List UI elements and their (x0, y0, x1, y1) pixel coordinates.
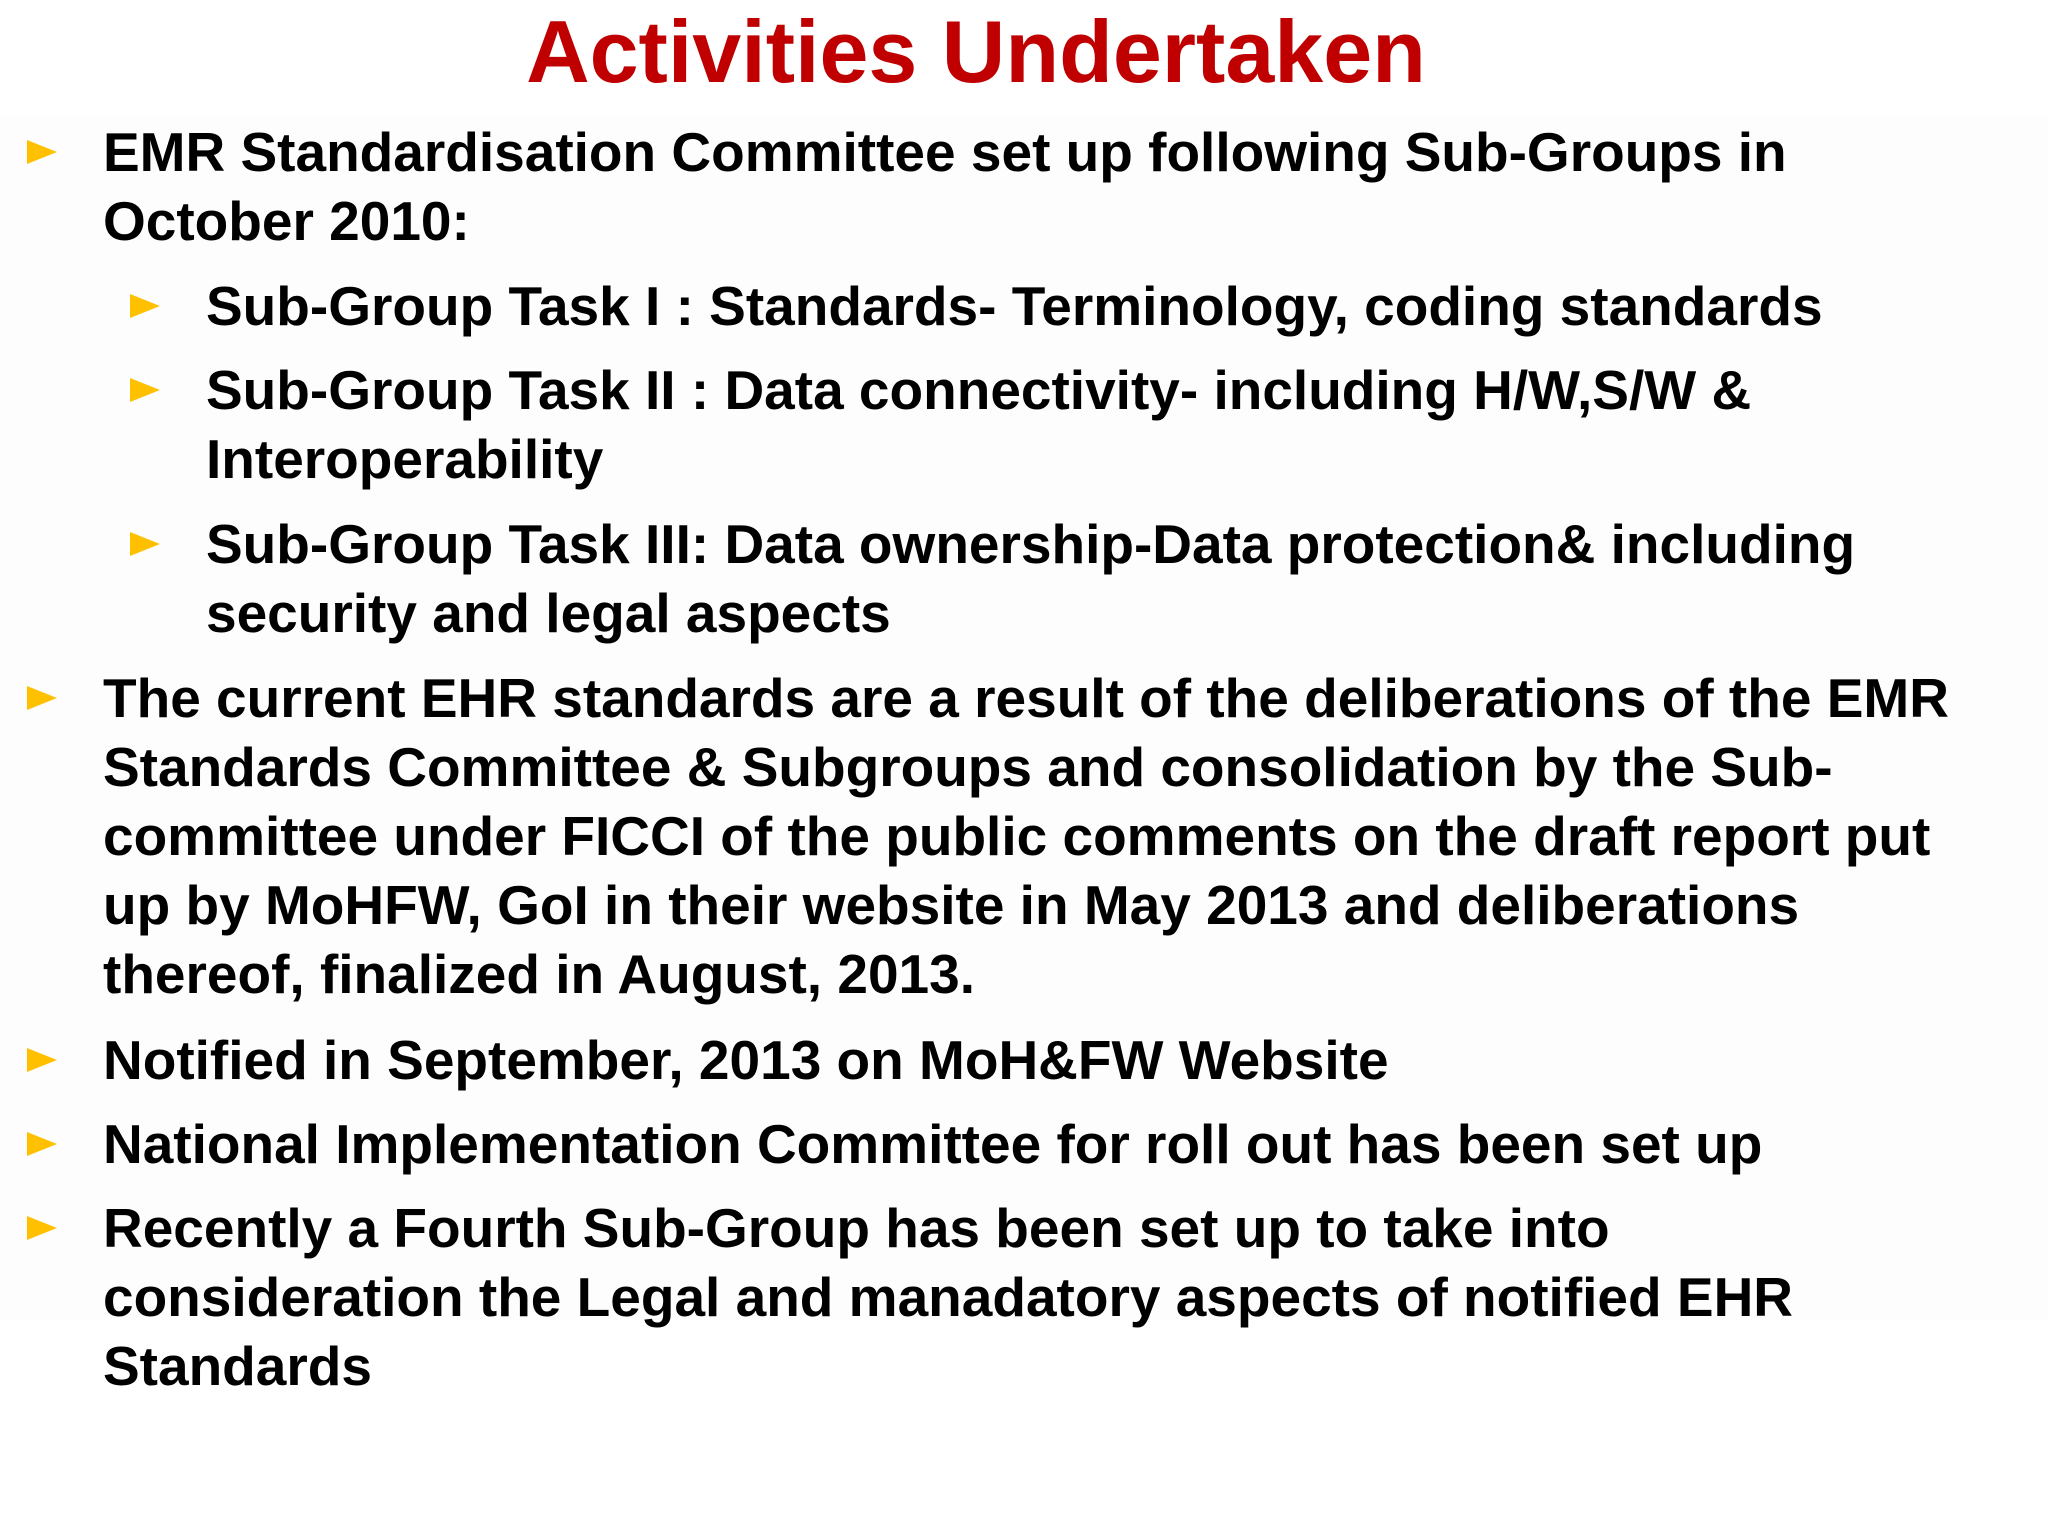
slide-title: Activities Undertaken (526, 2, 1426, 101)
arrow-bullet-icon (27, 1132, 57, 1156)
sub-bullet-text: Sub-Group Task I : Standards- Terminology, coding standards (206, 275, 1823, 337)
bullet-text: Recently a Fourth Sub-Group has been set up to take into consideration the Legal and manadatory aspects of notified EHR Standards (103, 1197, 1794, 1397)
bullet-text: The current EHR standards are a result of the deliberations of the EMR Standards Committee & Subgroups and consolidation by the Sub- committee under FICCI of the public comments on the draft report put up by MoHFW, GoI in their website in May 2013 and deliberations thereof, finalized in August, 2013. (103, 667, 1949, 1005)
bullet-text: EMR Standardisation Committee set up following Sub-Groups in October 2010: (103, 121, 1787, 252)
arrow-bullet-icon (130, 378, 160, 402)
arrow-bullet-icon (27, 140, 57, 164)
arrow-bullet-icon (130, 294, 160, 318)
arrow-bullet-icon (27, 1216, 57, 1240)
arrow-bullet-icon (27, 686, 57, 710)
sub-bullet-text: Sub-Group Task II : Data connectivity- including H/W,S/W & Interoperability (206, 359, 1752, 490)
arrow-bullet-icon (130, 532, 160, 556)
sub-bullet-text: Sub-Group Task III: Data ownership-Data protection& including security and legal aspects (206, 513, 1856, 644)
arrow-bullet-icon (27, 1048, 57, 1072)
bullet-text: National Implementation Committee for roll out has been set up (103, 1113, 1763, 1175)
bullet-text: Notified in September, 2013 on MoH&FW Website (103, 1029, 1389, 1091)
